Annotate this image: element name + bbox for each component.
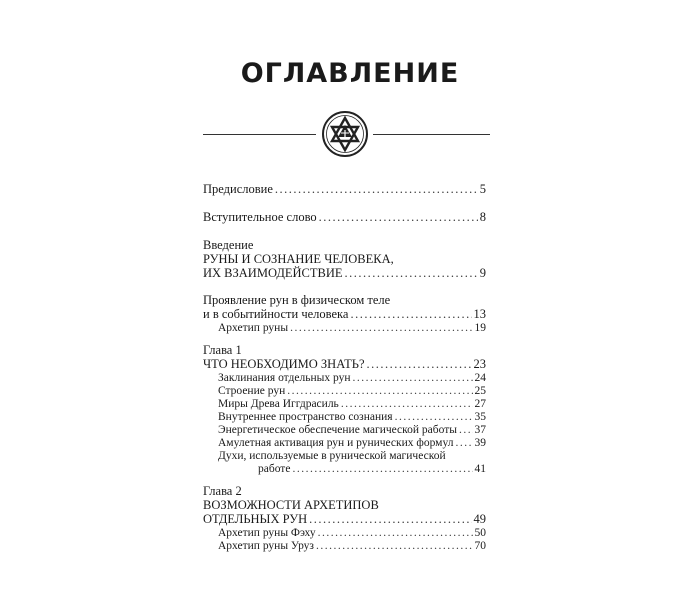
toc-subentry[interactable]: Архетип руны ..... 19: [218, 321, 486, 336]
toc-entry-intro-word[interactable]: Вступительное слово ..... 8: [203, 210, 486, 225]
leader-dots: [309, 512, 471, 527]
toc-section-title: РУНЫ И СОЗНАНИЕ ЧЕЛОВЕКА,: [203, 252, 394, 266]
leader-dots: [316, 539, 473, 554]
toc-subentry[interactable]: Архетип руны Фэху ..... 50: [218, 526, 486, 541]
toc-section-label: Введение: [203, 238, 254, 252]
leader-dots: [350, 307, 471, 322]
toc-subentry[interactable]: Внутреннее пространство сознания ..... 35: [218, 410, 486, 425]
toc-subentry[interactable]: Амулетная активация рун и рунических формул ..... 39: [218, 436, 486, 451]
toc-entry-manifestation[interactable]: и в событийности человека ..... 13: [203, 307, 486, 322]
toc-section-title: Проявление рун в физическом теле: [203, 293, 391, 307]
leader-dots: [319, 210, 478, 225]
leader-dots: [367, 357, 472, 372]
toc-subentry[interactable]: Архетип руны Уруз ..... 70: [218, 539, 486, 554]
toc-subentry[interactable]: Миры Древа Иггдрасиль ..... 27: [218, 397, 486, 412]
leader-dots: [275, 182, 478, 197]
chapter-title: ВОЗМОЖНОСТИ АРХЕТИПОВ: [203, 498, 379, 512]
leader-dots: [345, 266, 478, 281]
toc-subentry[interactable]: Энергетическое обеспечение магической работы ..... 37: [218, 423, 486, 438]
toc-subentry[interactable]: Заклинания отдельных рун ..... 24: [218, 371, 486, 386]
toc-entry-chapter2[interactable]: ОТДЕЛЬНЫХ РУН ..... 49: [203, 512, 486, 527]
chapter-label: Глава 2: [203, 484, 242, 498]
chapter-label: Глава 1: [203, 343, 242, 357]
toc-entry-chapter1[interactable]: ЧТО НЕОБХОДИМО ЗНАТЬ? ..... 23: [203, 357, 486, 372]
leader-dots: [455, 436, 472, 451]
leader-dots: [290, 321, 472, 336]
leader-dots: [292, 462, 472, 477]
toc-subentry[interactable]: работе ..... 41: [258, 462, 486, 477]
page-title: ОГЛАВЛЕНИЕ: [240, 58, 460, 89]
toc-entry-preface[interactable]: Предисловие ..... 5: [203, 182, 486, 197]
toc-subentry-title: Духи, используемые в рунической магической: [218, 450, 446, 462]
toc-entry-introduction[interactable]: ИХ ВЗАИМОДЕЙСТВИЕ ..... 9: [203, 266, 486, 281]
toc-subentry[interactable]: Строение рун ..... 25: [218, 384, 486, 399]
